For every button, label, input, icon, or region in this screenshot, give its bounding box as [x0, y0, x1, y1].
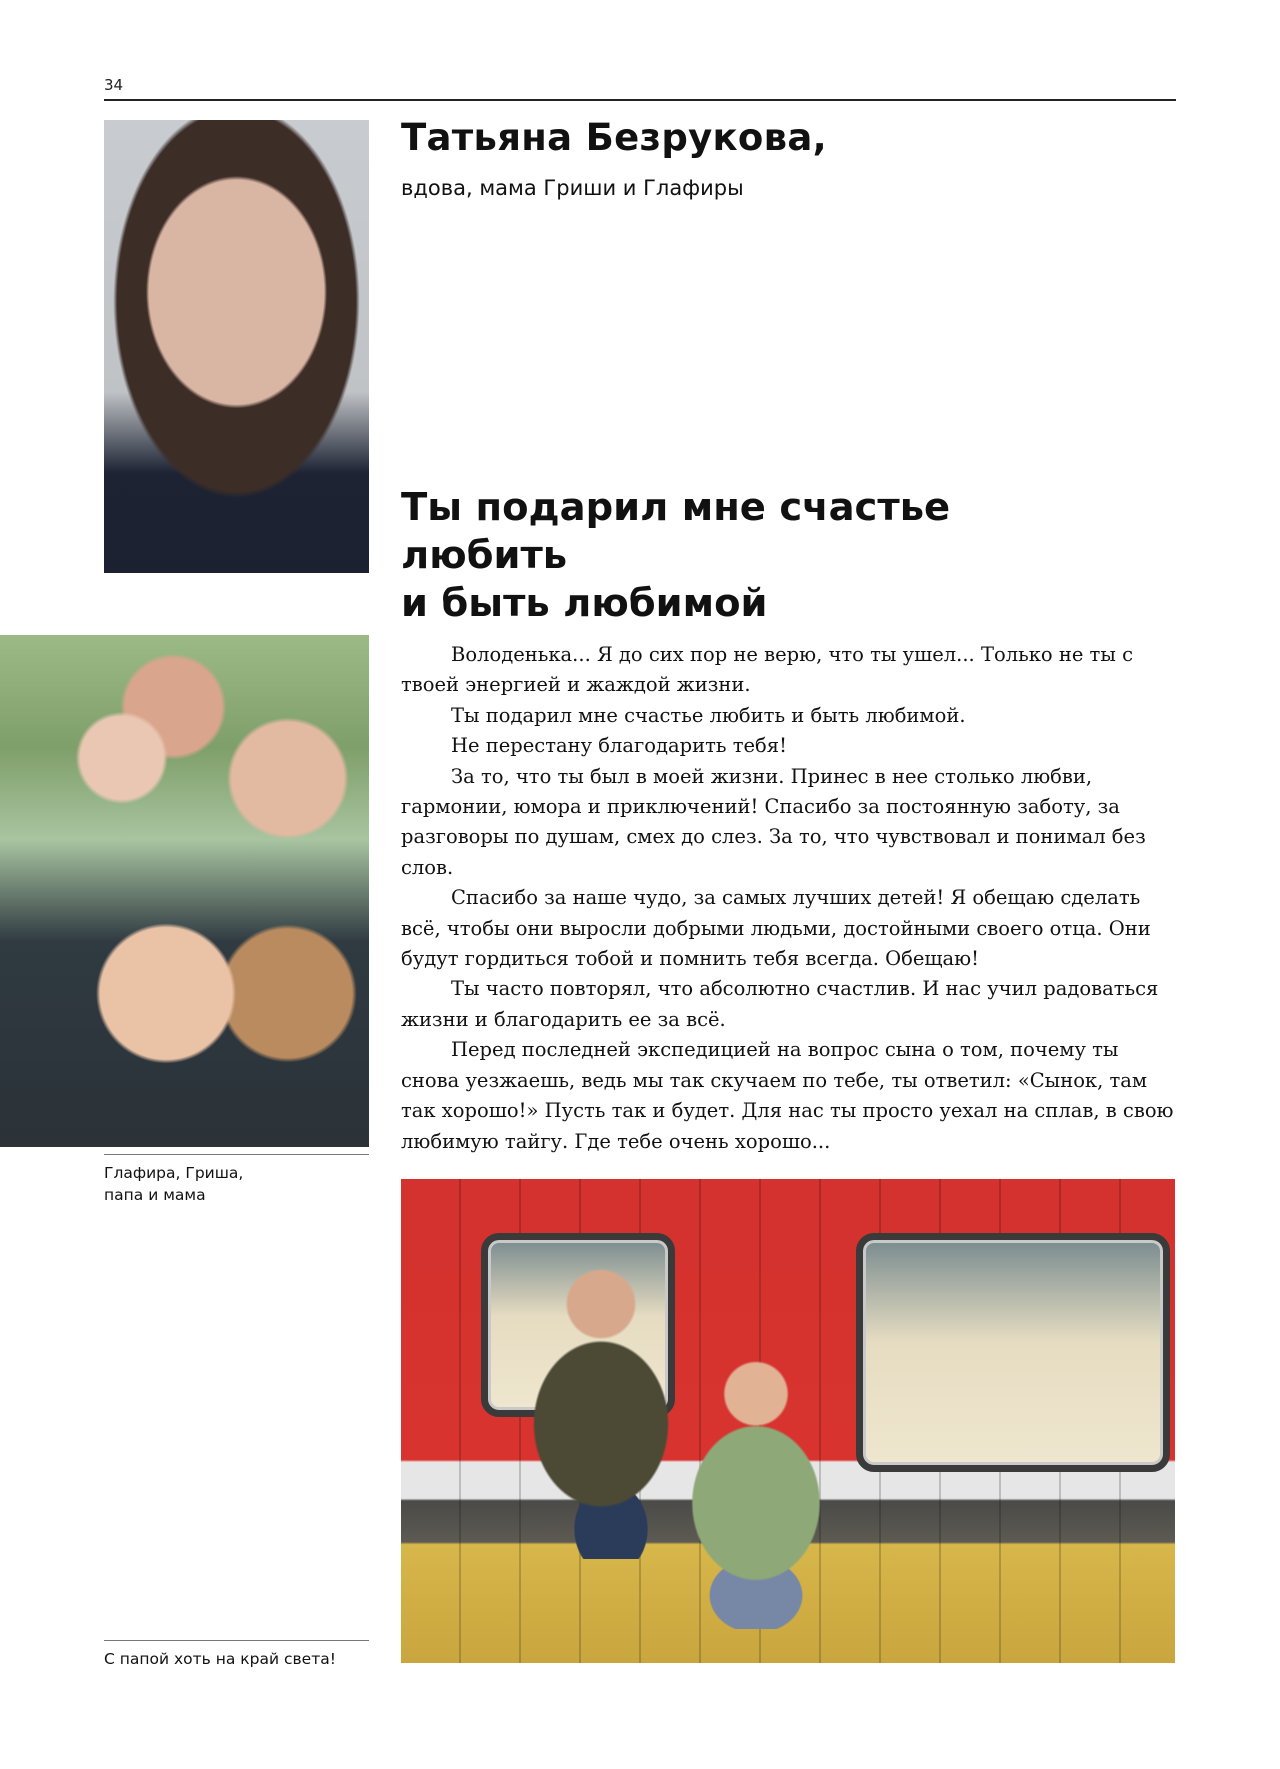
- body-paragraph: Ты часто повторял, что абсолютно счастлив. И нас учил радоваться жизни и благодарить ее за всё.: [401, 977, 1159, 1031]
- page-number: 34: [104, 76, 124, 94]
- photo-figure-son: [661, 1349, 851, 1629]
- family-caption-rule: [104, 1154, 369, 1155]
- family-photo: [0, 635, 369, 1147]
- portrait-photo: [104, 120, 369, 573]
- top-rule: [104, 99, 1176, 101]
- body-paragraph: За то, что ты был в моей жизни. Принес в нее столько любви, гармонии, юмора и приключений! Спасибо за постоянную заботу, за разговоры по душам, смех до слез. За то, что чувствовал и понимал без слов.: [401, 764, 1146, 879]
- body-paragraph: Володенька... Я до сих пор не верю, что ты ушел... Только не ты с твоей энергией и жаждой жизни.: [401, 643, 1133, 697]
- train-photo: [401, 1179, 1175, 1663]
- family-caption-line-2: папа и мама: [104, 1186, 206, 1204]
- author-name: Татьяна Безрукова,: [401, 116, 827, 159]
- body-paragraph: Не перестану благодарить тебя!: [451, 734, 787, 758]
- body-text: [401, 640, 1176, 1157]
- headline-line-2: и быть любимой: [401, 581, 768, 626]
- headline-line-1: Ты подарил мне счастье любить: [401, 485, 951, 578]
- train-caption-rule: [104, 1640, 369, 1641]
- body-paragraph: Перед последней экспедицией на вопрос сына о том, почему ты снова уезжаешь, ведь мы так скучаем по тебе, ты ответил: «Сынок, там так хорошо!» Пусть так и будет. Для нас ты просто уехал на сплав, в свою любимую тайгу. Где тебе очень хорошо...: [401, 1038, 1174, 1153]
- train-window-right: [856, 1233, 1170, 1472]
- family-caption-line-1: Глафира, Гриша,: [104, 1164, 244, 1182]
- headline: [401, 484, 1121, 628]
- train-photo-caption: С папой хоть на край света!: [104, 1650, 336, 1668]
- family-photo-caption: [104, 1162, 243, 1206]
- body-paragraph: Ты подарил мне счастье любить и быть любимой.: [451, 703, 966, 727]
- body-paragraph: Спасибо за наше чудо, за самых лучших детей! Я обещаю сделать всё, чтобы они выросли добрыми людьми, достойными своего отца. Они будут гордиться тобой и помнить тебя всегда. Обещаю!: [401, 886, 1151, 971]
- author-subtitle: вдова, мама Гриши и Глафиры: [401, 176, 744, 200]
